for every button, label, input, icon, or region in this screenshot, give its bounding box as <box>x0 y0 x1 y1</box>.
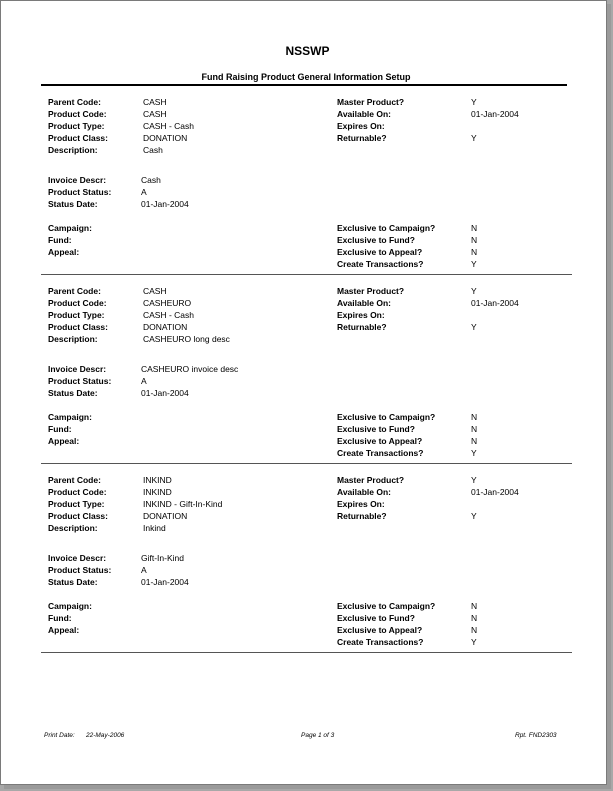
master-product-label: Master Product? <box>337 97 405 107</box>
product-status-label: Product Status: <box>48 376 112 386</box>
returnable-label: Returnable? <box>337 511 387 521</box>
product-type-value: CASH - Cash <box>143 121 195 131</box>
master-product-label: Master Product? <box>337 475 405 485</box>
exclusive-fund-value: N <box>471 613 478 623</box>
description-value: Inkind <box>143 523 166 533</box>
master-product-value: Y <box>471 475 477 485</box>
expires-on-label: Expires On: <box>337 121 385 131</box>
product-class-label: Product Class: <box>48 511 108 521</box>
create-transactions-value: Y <box>471 448 477 458</box>
page-number: Page 1 of 3 <box>301 732 335 739</box>
invoice-descr-label: Invoice Descr: <box>48 553 107 563</box>
product-type-value: CASH - Cash <box>143 310 195 320</box>
exclusive-appeal-label: Exclusive to Appeal? <box>337 247 423 257</box>
exclusive-campaign-label: Exclusive to Campaign? <box>337 601 436 611</box>
parent-code-label: Parent Code: <box>48 97 101 107</box>
parent-code-value: CASH <box>143 286 167 296</box>
parent-code-label: Parent Code: <box>48 475 101 485</box>
report-id: Rpt. FND2303 <box>515 732 557 739</box>
description-label: Description: <box>48 334 98 344</box>
expires-on-label: Expires On: <box>337 499 385 509</box>
master-product-value: Y <box>471 286 477 296</box>
description-value: Cash <box>143 145 163 155</box>
status-date-value: 01-Jan-2004 <box>141 388 189 398</box>
appeal-label: Appeal: <box>48 436 80 446</box>
exclusive-campaign-label: Exclusive to Campaign? <box>337 223 436 233</box>
report-subtitle: Fund Raising Product General Information Setup <box>201 72 411 82</box>
returnable-label: Returnable? <box>337 322 387 332</box>
product-type-label: Product Type: <box>48 499 105 509</box>
exclusive-appeal-value: N <box>471 247 478 257</box>
exclusive-fund-label: Exclusive to Fund? <box>337 613 415 623</box>
description-value: CASHEURO long desc <box>143 334 230 344</box>
invoice-descr-value: CASHEURO invoice desc <box>141 364 239 374</box>
print-date-value: 22-May-2006 <box>86 732 125 739</box>
exclusive-fund-value: N <box>471 235 478 245</box>
status-date-label: Status Date: <box>48 199 98 209</box>
exclusive-campaign-value: N <box>471 601 478 611</box>
product-record <box>1 96 613 285</box>
product-class-value: DONATION <box>143 322 188 332</box>
campaign-label: Campaign: <box>48 223 92 233</box>
expires-on-label: Expires On: <box>337 310 385 320</box>
product-status-label: Product Status: <box>48 565 112 575</box>
campaign-label: Campaign: <box>48 601 92 611</box>
exclusive-appeal-label: Exclusive to Appeal? <box>337 436 423 446</box>
header-rule <box>41 84 567 86</box>
product-code-value: INKIND <box>143 487 172 497</box>
master-product-value: Y <box>471 97 477 107</box>
status-date-value: 01-Jan-2004 <box>141 199 189 209</box>
exclusive-appeal-label: Exclusive to Appeal? <box>337 625 423 635</box>
invoice-descr-value: Gift-In-Kind <box>141 553 184 563</box>
parent-code-value: CASH <box>143 97 167 107</box>
available-on-label: Available On: <box>337 298 392 308</box>
product-code-value: CASH <box>143 109 167 119</box>
report-title: NSSWP <box>285 44 330 58</box>
product-class-value: DONATION <box>143 133 188 143</box>
exclusive-appeal-value: N <box>471 436 478 446</box>
available-on-label: Available On: <box>337 109 392 119</box>
returnable-value: Y <box>471 511 477 521</box>
record-divider <box>41 463 572 464</box>
appeal-label: Appeal: <box>48 247 80 257</box>
available-on-value: 01-Jan-2004 <box>471 298 519 308</box>
returnable-value: Y <box>471 133 477 143</box>
product-code-label: Product Code: <box>48 298 107 308</box>
create-transactions-label: Create Transactions? <box>337 259 424 269</box>
master-product-label: Master Product? <box>337 286 405 296</box>
status-date-value: 01-Jan-2004 <box>141 577 189 587</box>
description-label: Description: <box>48 523 98 533</box>
product-status-value: A <box>141 376 147 386</box>
available-on-value: 01-Jan-2004 <box>471 109 519 119</box>
product-class-label: Product Class: <box>48 133 108 143</box>
product-type-label: Product Type: <box>48 121 105 131</box>
product-class-value: DONATION <box>143 511 188 521</box>
fund-label: Fund: <box>48 424 72 434</box>
product-record <box>1 474 613 663</box>
description-label: Description: <box>48 145 98 155</box>
returnable-label: Returnable? <box>337 133 387 143</box>
product-code-value: CASHEURO <box>143 298 192 308</box>
status-date-label: Status Date: <box>48 577 98 587</box>
invoice-descr-label: Invoice Descr: <box>48 364 107 374</box>
parent-code-label: Parent Code: <box>48 286 101 296</box>
product-code-label: Product Code: <box>48 487 107 497</box>
exclusive-fund-label: Exclusive to Fund? <box>337 235 415 245</box>
status-date-label: Status Date: <box>48 388 98 398</box>
available-on-value: 01-Jan-2004 <box>471 487 519 497</box>
print-date-label: Print Date: <box>44 732 75 739</box>
product-record <box>1 285 613 474</box>
product-class-label: Product Class: <box>48 322 108 332</box>
campaign-label: Campaign: <box>48 412 92 422</box>
exclusive-campaign-label: Exclusive to Campaign? <box>337 412 436 422</box>
create-transactions-value: Y <box>471 637 477 647</box>
create-transactions-value: Y <box>471 259 477 269</box>
invoice-descr-value: Cash <box>141 175 161 185</box>
appeal-label: Appeal: <box>48 625 80 635</box>
exclusive-campaign-value: N <box>471 223 478 233</box>
product-type-label: Product Type: <box>48 310 105 320</box>
record-divider <box>41 652 572 653</box>
create-transactions-label: Create Transactions? <box>337 637 424 647</box>
product-status-label: Product Status: <box>48 187 112 197</box>
create-transactions-label: Create Transactions? <box>337 448 424 458</box>
available-on-label: Available On: <box>337 487 392 497</box>
exclusive-fund-label: Exclusive to Fund? <box>337 424 415 434</box>
product-code-label: Product Code: <box>48 109 107 119</box>
product-status-value: A <box>141 565 147 575</box>
parent-code-value: INKIND <box>143 475 172 485</box>
fund-label: Fund: <box>48 235 72 245</box>
invoice-descr-label: Invoice Descr: <box>48 175 107 185</box>
fund-label: Fund: <box>48 613 72 623</box>
returnable-value: Y <box>471 322 477 332</box>
product-type-value: INKIND - Gift-In-Kind <box>143 499 223 509</box>
product-status-value: A <box>141 187 147 197</box>
record-divider <box>41 274 572 275</box>
exclusive-campaign-value: N <box>471 412 478 422</box>
exclusive-appeal-value: N <box>471 625 478 635</box>
exclusive-fund-value: N <box>471 424 478 434</box>
